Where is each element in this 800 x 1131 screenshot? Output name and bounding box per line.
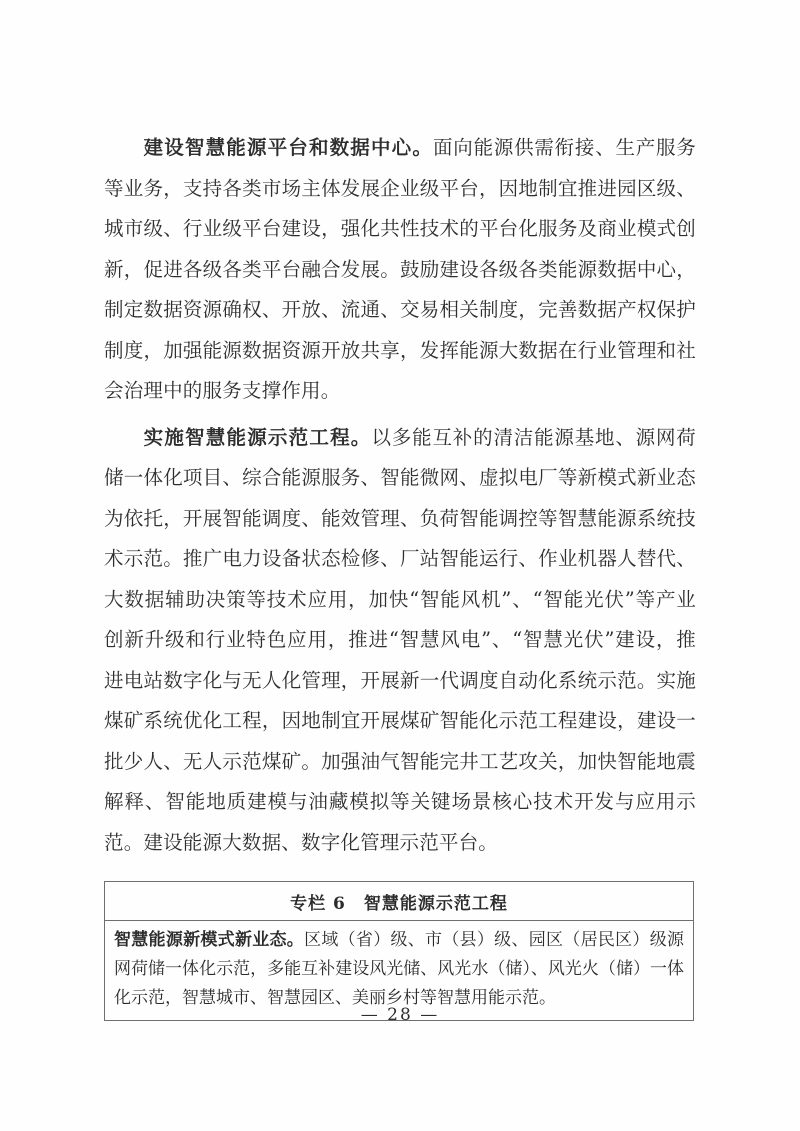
page-number-text: — 28 — — [360, 1005, 440, 1025]
paragraph-lead-1: 建设智慧能源平台和数据中心。 — [143, 136, 434, 159]
callout-title: 专栏 6 智慧能源示范工程 — [105, 882, 693, 921]
paragraph-text-1: 面向能源供需衔接、生产服务等业务，支持各类市场主体发展企业级平台，因地制宜推进园区级、城市级、行业级平台建设，强化共性技术的平台化服务及商业模式创新，促进各级各类平台融合发展。鼓励建设各级各类能源数据中心，制定数据资源确权、开放、流通、交易相关制度，完善数据产权保护制度，加强能源数据资源开放共享，发挥能源大数据在行业管理和社会治理中的服务支撑作用。 — [104, 136, 696, 402]
callout-box — [104, 881, 694, 1021]
page-number — [0, 1005, 800, 1025]
callout-body-text: 区域（省）级、市（县）级、园区（居民区）级源网荷储一体化示范，多能互补建设风光储、风光水（储）、风光火（储）一体化示范，智慧城市、智慧园区、美丽乡村等智慧用能示范。 — [114, 930, 684, 1008]
callout-body-lead: 智慧能源新模式新业态。 — [114, 930, 305, 950]
page-content — [104, 128, 696, 1021]
paragraph-demonstration-project — [104, 418, 696, 864]
paragraph-smart-energy-platform — [104, 128, 696, 412]
paragraph-lead-2: 实施智慧能源示范工程。 — [143, 425, 372, 449]
paragraph-text-2: 以多能互补的清洁能源基地、源网荷储一体化项目、综合能源服务、智能微网、虚拟电厂等新模式新业态为依托，开展智能调度、能效管理、负荷智能调控等智慧能源系统技术示范。推广电力设备状态检修、厂站智能运行、作业机器人替代、大数据辅助决策等技术应用，加快“智能风机”、“智能光伏”等产业创新升级和行业特色应用，推进“智慧风电”、“智慧光伏”建设，推进电站数字化与无人化管理，开展新一代调度自动化系统示范。实施煤矿系统优化工程，因地制宜开展煤矿智能化示范工程建设，建设一批少人、无人示范煤矿。加强油气智能完井工艺攻关，加快智能地震解释、智能地质建模与油藏模拟等关键场景核心技术开发与应用示范。建设能源大数据、数字化管理示范平台。 — [104, 425, 697, 854]
